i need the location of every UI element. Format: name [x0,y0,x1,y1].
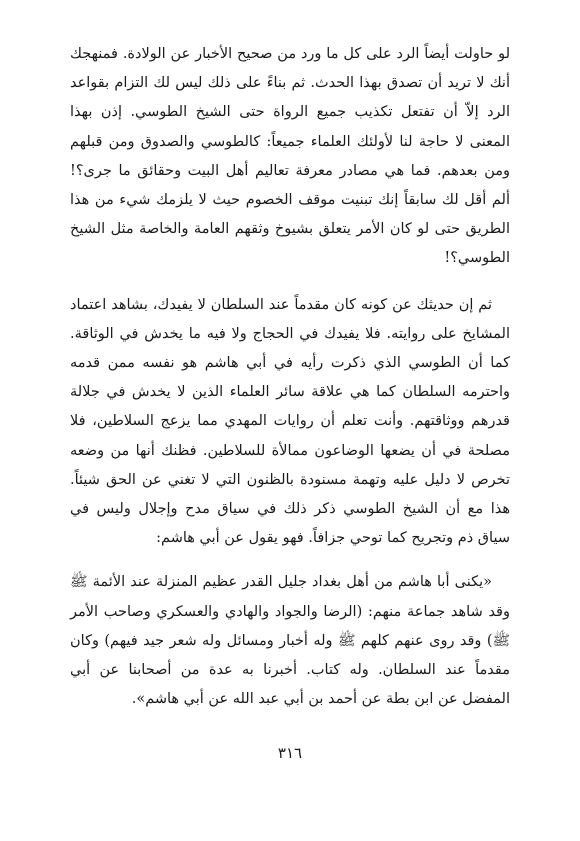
book-page [70,40,510,714]
paragraph-2: ثم إن حديثك عن كونه كان مقدماً عند السلطان لا يفيدك، بشاهد اعتماد المشايخ على روايته. فلا يفيدك في الحجاج ولا فيه ما يخدش في الوثاقة. كما أن الطوسي الذي ذكرت رأيه في أبي هاشم هو نفسه ممن قدمه واحترمه السلطان كما هي علاقة سائر العلماء الذين لا يخدش في جلالة قدرهم ووثاقتهم. وأنت تعلم أن روايات المهدي مما يزعج السلاطين، فلا مصلحة في أن يضعها الوضاعون ممالأة للسلاطين. فظنك أنها من وضعه تخرص لا دليل عليه وتهمة مسنودة بالظنون التي لا تغني عن الحق شيئاً. هذا مع أن الشيخ الطوسي ذكر ذلك في سياق مدح وإجلال وليس في سياق ذم وتجريح كما توحي جزافاً. فهو يقول عن أبي هاشم: [70,296,510,547]
page-number: ٣١٦ [277,744,303,762]
paragraph-quote: «يكنى أبا هاشم من أهل بغداد جليل القدر عظيم المنزلة عند الأئمة ﷺ وقد شاهد جماعة منهم: (الرضا والجواد والهادي والعسكري وصاحب الأمر ﷺ) وقد روى عنهم كلهم ﷺ وله أخبار ومسائل وله شعر جيد فيهم) وكان مقدماً عند السلطان. وله كتاب. أخبرنا به عدة من أصحابنا عن أبي المفضل عن ابن بطة عن أحمد بن أبي عبد الله عن أبي هاشم». [70,574,510,708]
paragraph-1: لو حاولت أيضاً الرد على كل ما ورد من صحيح الأخبار عن الولادة. فمنهجك أنك لا تريد أن تصدق بهذا الحدث. ثم بناءً على ذلك ليس لك التزام بقواعد الرد إلاّ أن تفتعل تكذيب جميع الرواة حتى الشيخ الطوسي. إذن بهذا المعنى لا حاجة لنا لأولئك العلماء جميعاً: كالطوسي والصدوق ومن قبلهم ومن بعدهم. فما هي مصادر معرفة تعاليم أهل البيت وحقائق ما جرى؟! ألم أقل لك سابقاً إنك تبنيت موقف الخصوم حيث لا يلزمك شيء من هذا الطريق حتى لو كان الأمر يتعلق بشيوخ وثقهم العامة والخاصة مثل الشيخ الطوسي؟! [70,46,510,267]
